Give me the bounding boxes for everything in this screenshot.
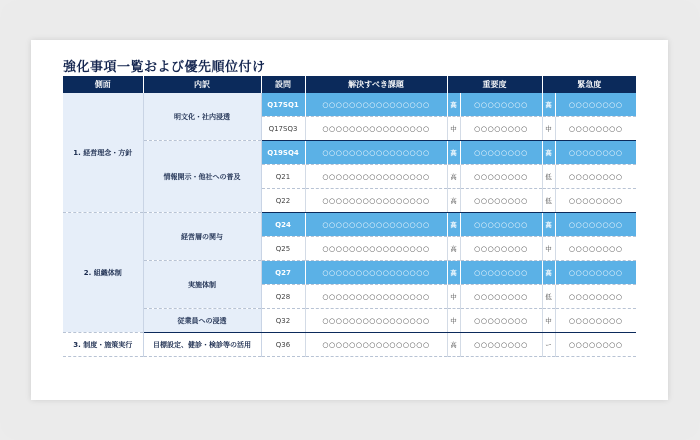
table-row xyxy=(63,309,636,333)
priority-table xyxy=(63,76,636,357)
issue-cell: ○○○○○○○○○○○○○○○○ xyxy=(305,141,447,165)
importance-cell: ○○○○○○○○ xyxy=(460,309,542,333)
importance-cell: ○○○○○○○○ xyxy=(460,261,542,285)
question-cell: Q24 xyxy=(261,213,305,237)
urgency-cell: ○○○○○○○○ xyxy=(555,117,636,141)
question-cell: Q36 xyxy=(261,333,305,357)
slide-title: 強化事項一覧および優先順位付け xyxy=(63,60,266,75)
importance-level: 高 xyxy=(447,213,460,237)
importance-cell: ○○○○○○○○ xyxy=(460,165,542,189)
importance-cell: ○○○○○○○○ xyxy=(460,93,542,117)
urgency-level: 高 xyxy=(542,213,555,237)
urgency-level: 低 xyxy=(542,285,555,309)
importance-cell: ○○○○○○○○ xyxy=(460,141,542,165)
question-cell: Q28 xyxy=(261,285,305,309)
issue-cell: ○○○○○○○○○○○○○○○○ xyxy=(305,333,447,357)
issue-cell: ○○○○○○○○○○○○○○○○ xyxy=(305,165,447,189)
importance-level: 高 xyxy=(447,189,460,213)
importance-cell: ○○○○○○○○ xyxy=(460,333,542,357)
importance-level: 中 xyxy=(447,285,460,309)
urgency-level: 低 xyxy=(542,165,555,189)
question-cell: Q17SQ1 xyxy=(261,93,305,117)
importance-level: 中 xyxy=(447,117,460,141)
question-cell: Q32 xyxy=(261,309,305,333)
side-cell-management: 1. 経営理念・方針 xyxy=(63,93,143,213)
importance-cell: ○○○○○○○○ xyxy=(460,213,542,237)
importance-cell: ○○○○○○○○ xyxy=(460,117,542,141)
question-cell: Q27 xyxy=(261,261,305,285)
issue-cell: ○○○○○○○○○○○○○○○○ xyxy=(305,189,447,213)
header-importance: 重要度 xyxy=(447,76,542,93)
header-breakdown: 内訳 xyxy=(143,76,261,93)
table-row xyxy=(63,141,636,165)
urgency-cell: ○○○○○○○○ xyxy=(555,141,636,165)
importance-cell: ○○○○○○○○ xyxy=(460,285,542,309)
urgency-cell: ○○○○○○○○ xyxy=(555,309,636,333)
urgency-level: 中 xyxy=(542,309,555,333)
urgency-level: 高 xyxy=(542,93,555,117)
slide xyxy=(31,40,668,400)
importance-level: 高 xyxy=(447,165,460,189)
sub-cell-executive: 経営層の関与 xyxy=(143,213,261,261)
importance-level: 中 xyxy=(447,309,460,333)
issue-cell: ○○○○○○○○○○○○○○○○ xyxy=(305,117,447,141)
urgency-level: 低 xyxy=(542,189,555,213)
urgency-cell: ○○○○○○○○ xyxy=(555,93,636,117)
question-cell: Q19SQ4 xyxy=(261,141,305,165)
sub-cell-goal-setting: 目標設定、健診・検診等の活用 xyxy=(143,333,261,357)
table-row xyxy=(63,333,636,357)
urgency-level: 高 xyxy=(542,261,555,285)
question-cell: Q22 xyxy=(261,189,305,213)
issue-cell: ○○○○○○○○○○○○○○○○ xyxy=(305,237,447,261)
urgency-level: 中 xyxy=(542,117,555,141)
importance-level: 高 xyxy=(447,237,460,261)
issue-cell: ○○○○○○○○○○○○○○○○ xyxy=(305,93,447,117)
urgency-level: 中 xyxy=(542,237,555,261)
issue-cell: ○○○○○○○○○○○○○○○○ xyxy=(305,261,447,285)
question-cell: Q25 xyxy=(261,237,305,261)
urgency-cell: ○○○○○○○○ xyxy=(555,189,636,213)
urgency-cell: ○○○○○○○○ xyxy=(555,261,636,285)
urgency-cell: ○○○○○○○○ xyxy=(555,237,636,261)
side-cell-systems: 3. 制度・施策実行 xyxy=(63,333,143,357)
urgency-cell: ○○○○○○○○ xyxy=(555,333,636,357)
urgency-level: 高 xyxy=(542,141,555,165)
table-row xyxy=(63,261,636,285)
side-cell-organization: 2. 組織体制 xyxy=(63,213,143,333)
question-cell: Q17SQ3 xyxy=(261,117,305,141)
importance-level: 高 xyxy=(447,93,460,117)
header-side: 側面 xyxy=(63,76,143,93)
urgency-cell: ○○○○○○○○ xyxy=(555,213,636,237)
urgency-level: ー xyxy=(542,333,555,357)
importance-level: 高 xyxy=(447,333,460,357)
sub-cell-implementation: 実施体制 xyxy=(143,261,261,309)
importance-level: 高 xyxy=(447,141,460,165)
urgency-cell: ○○○○○○○○ xyxy=(555,285,636,309)
question-cell: Q21 xyxy=(261,165,305,189)
issue-cell: ○○○○○○○○○○○○○○○○ xyxy=(305,309,447,333)
importance-level: 高 xyxy=(447,261,460,285)
importance-cell: ○○○○○○○○ xyxy=(460,189,542,213)
issue-cell: ○○○○○○○○○○○○○○○○ xyxy=(305,285,447,309)
header-urgency: 緊急度 xyxy=(542,76,636,93)
sub-cell-employees: 従業員への浸透 xyxy=(143,309,261,333)
header-question: 設問 xyxy=(261,76,305,93)
table-row xyxy=(63,93,636,117)
importance-cell: ○○○○○○○○ xyxy=(460,237,542,261)
sub-cell-disclosure: 情報開示・他社への普及 xyxy=(143,141,261,213)
sub-cell-documentation: 明文化・社内浸透 xyxy=(143,93,261,141)
urgency-cell: ○○○○○○○○ xyxy=(555,165,636,189)
header-issue: 解決すべき課題 xyxy=(305,76,447,93)
issue-cell: ○○○○○○○○○○○○○○○○ xyxy=(305,213,447,237)
table-row xyxy=(63,213,636,237)
table-header-row xyxy=(63,76,636,93)
